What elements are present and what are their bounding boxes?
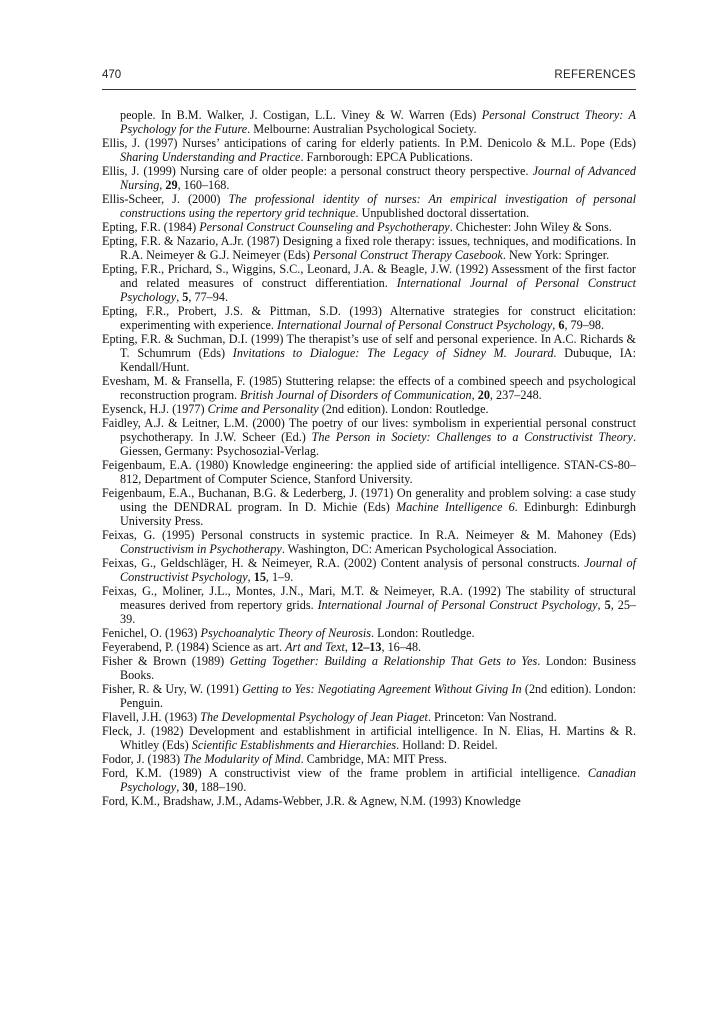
reference-title: Scientific Establishments and Hierarchies: [191, 738, 397, 752]
reference-title: Getting to Yes: Negotiating Agreement Without Giving In: [242, 682, 522, 696]
reference-title: Sharing Understanding and Practice: [120, 150, 301, 164]
reference-title: Personal Construct Therapy Casebook: [312, 248, 503, 262]
reference-title: The professional identity of nurses: An empirical investigation of personal constructions using the repertory grid technique: [120, 192, 637, 220]
reference-volume: 29: [165, 178, 178, 192]
reference-text: Evesham, M. & Fransella, F. (1985) Stuttering relapse: the effects of a combined speech and psychological reconstruction program.: [102, 374, 636, 402]
reference-title: Personal Construct Theory: A Psychology for the Future: [120, 108, 636, 136]
reference-text: . New York: Springer.: [502, 248, 610, 262]
reference-entry: [102, 262, 636, 304]
reference-text: . London: Business Books.: [120, 654, 636, 682]
reference-text: ,: [176, 780, 183, 794]
reference-entry: [102, 402, 636, 416]
reference-entry: [102, 416, 636, 458]
reference-volume: 15: [253, 570, 266, 584]
reference-text: . Washington, DC: American Psychological Association.: [281, 542, 557, 556]
reference-volume: 30: [182, 780, 195, 794]
reference-text: . Chichester: John Wiley & Sons.: [449, 220, 612, 234]
running-head: REFERENCES: [554, 69, 636, 81]
reference-title: Getting Together: Building a Relationship That Gets to Yes: [229, 654, 538, 668]
reference-text: Ellis, J. (1999) Nursing care of older people: a personal construct theory perspective.: [102, 164, 533, 178]
reference-entry: [102, 794, 636, 808]
reference-text: , 237–248.: [489, 388, 542, 402]
reference-entry: [102, 528, 636, 556]
reference-text: , 1–9.: [265, 570, 294, 584]
reference-entry: [102, 654, 636, 682]
reference-text: Feixas, G., Moliner, J.L., Montes, J.N., Mari, M.T. & Neimeyer, R.A. (1992) The stability of structural measures derived from repertory grids.: [102, 584, 636, 612]
reference-title: The Person in Society: Challenges to a Constructivist Theory: [311, 430, 633, 444]
reference-text: . Dubuque, IA: Kendall/Hunt.: [120, 346, 636, 374]
reference-title: International Journal of Personal Construct Psychology: [317, 598, 598, 612]
reference-text: Ford, K.M., Bradshaw, J.M., Adams-Webber, J.R. & Agnew, N.M. (1993) Knowledge: [102, 794, 521, 808]
page-header: [102, 66, 636, 86]
reference-text: (2nd edition). London: Penguin.: [120, 682, 636, 710]
reference-volume: 12–13: [351, 640, 382, 654]
reference-entry: [102, 556, 636, 584]
reference-text: ,: [176, 290, 183, 304]
reference-entry: [102, 136, 636, 164]
reference-entry: [102, 304, 636, 332]
reference-title: Constructivism in Psychotherapy: [120, 542, 282, 556]
reference-text: ,: [597, 598, 605, 612]
reference-entry: [102, 374, 636, 402]
reference-text: Feigenbaum, E.A. (1980) Knowledge engineering: the applied side of artificial intelligence. STAN-CS-80–812, Department of Computer Science, Stanford University.: [102, 458, 636, 486]
page-number: 470: [102, 69, 122, 81]
reference-entry: [102, 710, 636, 724]
reference-text: , 77–94.: [188, 290, 228, 304]
reference-volume: 6: [558, 318, 565, 332]
reference-text: , 188–190.: [194, 780, 247, 794]
reference-text: Epting, F.R. & Nazario, A.Jr. (1987) Designing a fixed role therapy: issues, techniques, and modifications. In R.A. Neimeyer & G.J. Neimeyer (Eds): [102, 234, 636, 262]
reference-text: . Cambridge, MA: MIT Press.: [300, 752, 447, 766]
reference-title: British Journal of Disorders of Communication: [240, 388, 472, 402]
reference-entry: [102, 724, 636, 752]
reference-text: Feigenbaum, E.A., Buchanan, B.G. & Lederberg, J. (1971) On generality and problem solving: a case study using the DENDRAL program. In D. Michie (Eds): [102, 486, 636, 514]
reference-entry: [102, 752, 636, 766]
reference-text: Flavell, J.H. (1963): [102, 710, 201, 724]
reference-continuation: [102, 108, 636, 136]
reference-entry: [102, 234, 636, 262]
reference-text: Feixas, G. (1995) Personal constructs in systemic practice. In R.A. Neimeyer & M. Mahoney (Eds): [102, 528, 636, 542]
reference-title: Machine Intelligence 6: [396, 500, 515, 514]
reference-entry: [102, 486, 636, 528]
reference-entry: [102, 682, 636, 710]
reference-title: Journal of Advanced Nursing: [120, 164, 636, 192]
reference-title: International Journal of Personal Construct Psychology: [277, 318, 553, 332]
reference-entry: [102, 584, 636, 626]
reference-entry: [102, 458, 636, 486]
reference-volume: 5: [182, 290, 189, 304]
reference-text: , 16–48.: [381, 640, 422, 654]
reference-text: Ford, K.M. (1989) A constructivist view of the frame problem in artificial intelligence.: [102, 766, 588, 780]
reference-text: Fleck, J. (1982) Development and establishment in artificial intelligence. In N. Elias, H. Martins & R. Whitley (Eds): [102, 724, 636, 752]
reference-text: . Unpublished doctoral dissertation.: [355, 206, 530, 220]
reference-title: Invitations to Dialogue: The Legacy of Sidney M. Jourard: [232, 346, 554, 360]
reference-title: Psychoanalytic Theory of Neurosis: [200, 626, 371, 640]
reference-text: . Edinburgh: Edinburgh University Press.: [120, 500, 636, 528]
reference-text: Fisher, R. & Ury, W. (1991): [102, 682, 243, 696]
reference-text: , 160–168.: [177, 178, 230, 192]
reference-volume: 5: [604, 598, 611, 612]
reference-text: (2nd edition). London: Routledge.: [318, 402, 489, 416]
reference-text: . Holland: D. Reidel.: [396, 738, 498, 752]
reference-text: . London: Routledge.: [371, 626, 475, 640]
reference-text: Feyerabend, P. (1984) Science as art.: [102, 640, 286, 654]
reference-text: Feixas, G., Geldschläger, H. & Neimeyer, R.A. (2002) Content analysis of personal constructs.: [102, 556, 585, 570]
reference-text: Epting, F.R. (1984): [102, 220, 200, 234]
reference-text: ,: [159, 178, 166, 192]
reference-text: ,: [247, 570, 254, 584]
reference-title: Personal Construct Counseling and Psychotherapy: [199, 220, 450, 234]
reference-entry: [102, 164, 636, 192]
reference-text: , 25–39.: [120, 598, 637, 626]
reference-entry: [102, 220, 636, 234]
reference-entry: [102, 332, 636, 374]
reference-text: . Princeton: Van Nostrand.: [427, 710, 557, 724]
reference-text: , 79–98.: [564, 318, 605, 332]
reference-entry: [102, 766, 636, 794]
header-rule: [102, 89, 636, 90]
reference-title: Journal of Constructivist Psychology: [120, 556, 636, 584]
reference-text: . Farnborough: EPCA Publications.: [300, 150, 473, 164]
reference-text: Eysenck, H.J. (1977): [102, 402, 208, 416]
reference-title: The Modularity of Mind: [183, 752, 301, 766]
reference-list: [102, 108, 636, 808]
reference-title: Canadian Psychology: [120, 766, 636, 794]
reference-title: The Developmental Psychology of Jean Piaget: [200, 710, 428, 724]
reference-text: Fodor, J. (1983): [102, 752, 184, 766]
reference-entry: [102, 626, 636, 640]
reference-title: International Journal of Personal Construct Psychology: [120, 276, 636, 304]
reference-text: ,: [344, 640, 351, 654]
reference-title: Art and Text: [285, 640, 345, 654]
reference-text: Ellis, J. (1997) Nurses’ anticipations of caring for elderly patients. In P.M. Denicolo & M.L. Pope (Eds): [102, 136, 636, 150]
reference-text: ,: [552, 318, 559, 332]
reference-text: . Melbourne: Australian Psychological Society.: [247, 122, 477, 136]
reference-entry: [102, 192, 636, 220]
reference-text: Epting, F.R., Prichard, S., Wiggins, S.C., Leonard, J.A. & Beagle, J.W. (1992) Assessment of the first factor and related measures of construct differentiation.: [102, 262, 636, 290]
reference-text: Ellis-Scheer, J. (2000): [102, 192, 229, 206]
reference-text: people. In B.M. Walker, J. Costigan, L.L. Viney & W. Warren (Eds): [120, 108, 482, 122]
reference-text: Epting, F.R. & Suchman, D.I. (1999) The therapist’s use of self and personal experience. In A.C. Richards & T. Schumrum (Eds): [102, 332, 636, 360]
reference-text: Fenichel, O. (1963): [102, 626, 201, 640]
reference-text: Faidley, A.J. & Leitner, L.M. (2000) The poetry of our lives: symbolism in experiential personal construct psychotherapy. In J.W. Scheer (Ed.): [102, 416, 636, 444]
reference-title: Crime and Personality: [207, 402, 319, 416]
reference-text: Fisher & Brown (1989): [102, 654, 230, 668]
reference-entry: [102, 640, 636, 654]
reference-text: . Giessen, Germany: Psychosozial-Verlag.: [120, 430, 636, 458]
reference-text: ,: [471, 388, 478, 402]
reference-volume: 20: [477, 388, 490, 402]
reference-text: Epting, F.R., Probert, J.S. & Pittman, S.D. (1993) Alternative strategies for construct elicitation: experimenting with experience.: [102, 304, 636, 332]
